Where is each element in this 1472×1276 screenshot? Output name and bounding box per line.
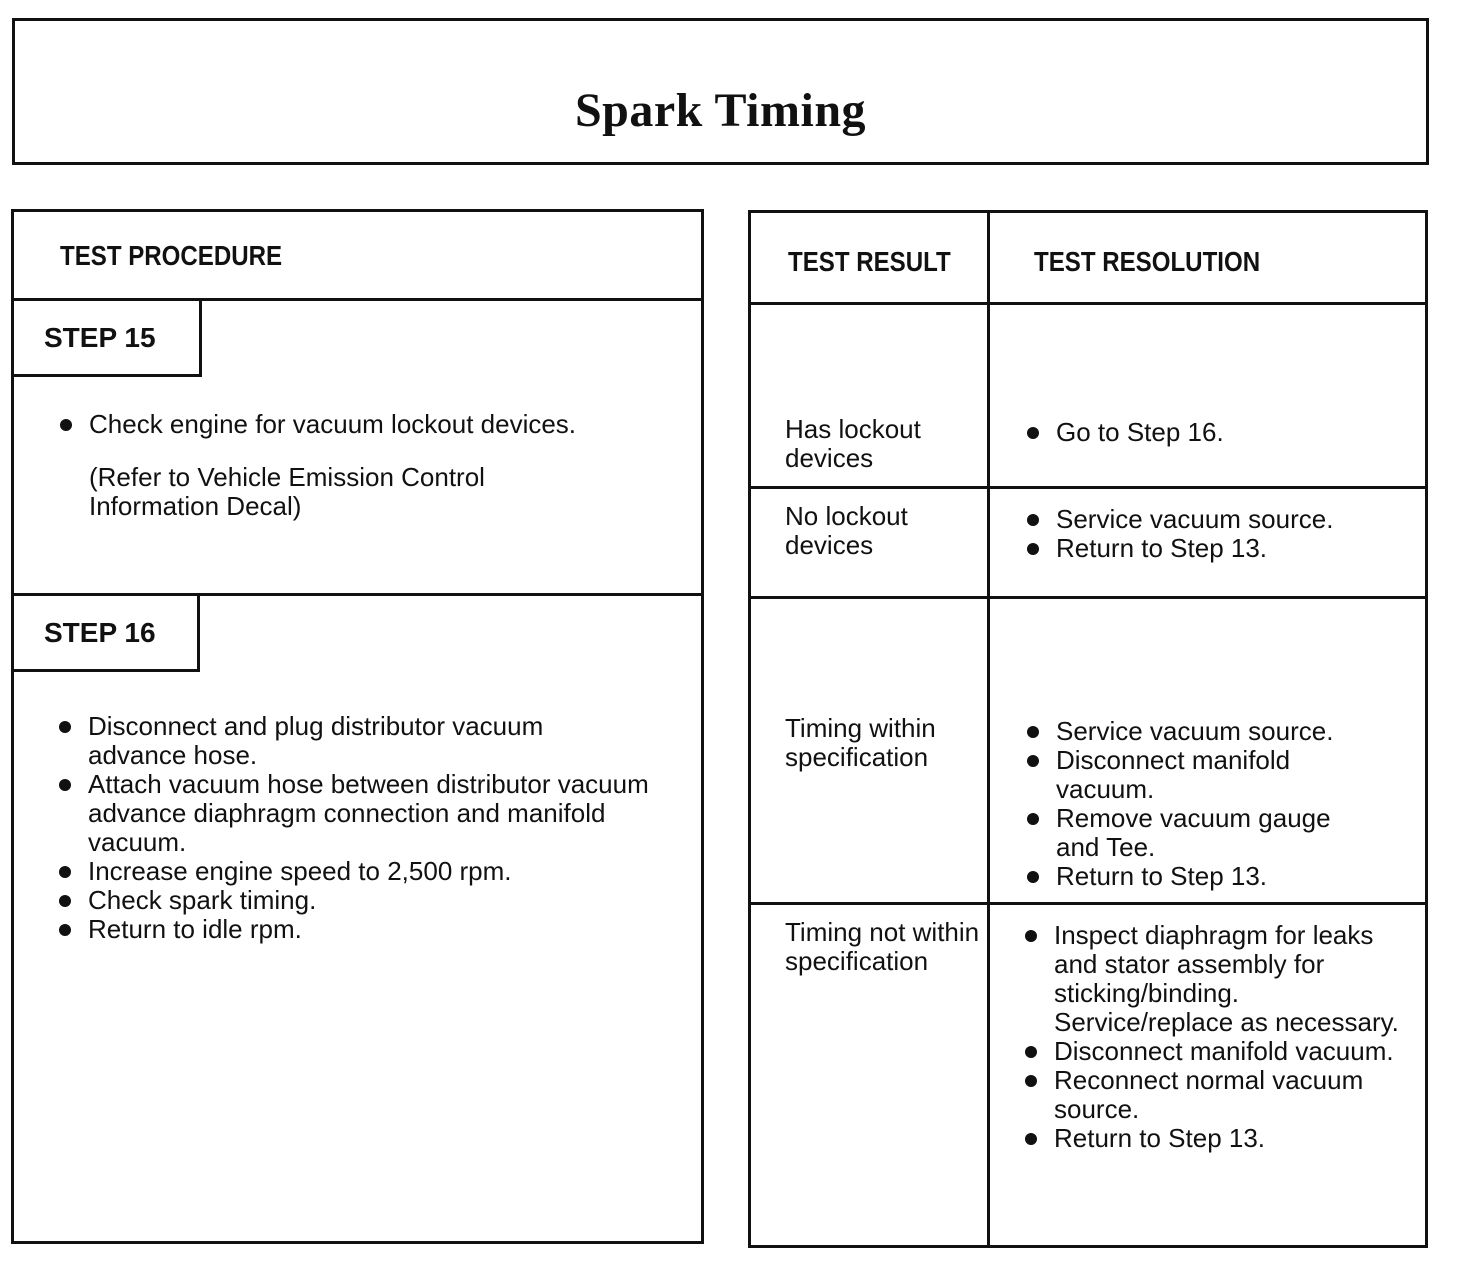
test-procedure-header: TEST PROCEDURE: [60, 240, 283, 271]
resolution-row-1: [1023, 418, 1413, 447]
list-item: Go to Step 16.: [1023, 418, 1413, 447]
resolution-row-4: [1021, 921, 1401, 1153]
list-item: Disconnect manifold vacuum.: [1023, 746, 1363, 804]
list-item: Increase engine speed to 2,500 rpm.: [55, 857, 675, 886]
list-item: Remove vacuum gauge and Tee.: [1023, 804, 1363, 862]
title-box: [12, 18, 1429, 165]
list-item: Service vacuum source.: [1023, 505, 1413, 534]
test-result-header: TEST RESULT: [788, 246, 951, 277]
step-16-bullets: [55, 712, 675, 944]
result-row-4: Timing not within specification: [785, 917, 980, 976]
resolution-row-2: [1023, 505, 1413, 563]
test-resolution-header: TEST RESOLUTION: [1034, 246, 1261, 277]
step-15-note: (Refer to Vehicle Emission Control Information Decal): [89, 462, 485, 521]
list-item: Return to Step 13.: [1023, 862, 1363, 891]
list-item: Disconnect and plug distributor vacuum advance hose.: [55, 712, 588, 770]
list-item: Check spark timing.: [55, 886, 675, 915]
result-row-2: No lockout devices: [785, 501, 908, 560]
page-title: Spark Timing: [574, 84, 867, 137]
result-row-1: Has lockout devices: [785, 414, 921, 473]
resolution-row-3: [1023, 717, 1363, 891]
row-divider: [751, 902, 1425, 905]
step-15-label: STEP 15: [11, 298, 202, 377]
list-item: Return to Step 13.: [1021, 1124, 1401, 1153]
step-15-bullets: [56, 410, 676, 439]
list-item: Attach vacuum hose between distributor vacuum advance diaphragm connection and manifold vacuum.: [55, 770, 675, 857]
column-divider: [987, 213, 990, 1245]
result-row-3: Timing within specification: [785, 713, 936, 772]
list-item: Disconnect manifold vacuum.: [1021, 1037, 1401, 1066]
list-item: Inspect diaphragm for leaks and stator assembly for sticking/binding. Service/replace as necessary.: [1021, 921, 1401, 1037]
step-16-label: STEP 16: [11, 593, 200, 672]
list-item: Check engine for vacuum lockout devices.: [56, 410, 676, 439]
test-result-panel: [748, 210, 1428, 1248]
header-divider: [751, 302, 1425, 305]
list-item: Return to idle rpm.: [55, 915, 675, 944]
list-item: Return to Step 13.: [1023, 534, 1413, 563]
row-divider: [751, 486, 1425, 489]
list-item: Reconnect normal vacuum source.: [1021, 1066, 1401, 1124]
list-item: Service vacuum source.: [1023, 717, 1363, 746]
test-procedure-panel: [11, 209, 704, 1244]
row-divider: [751, 596, 1425, 599]
